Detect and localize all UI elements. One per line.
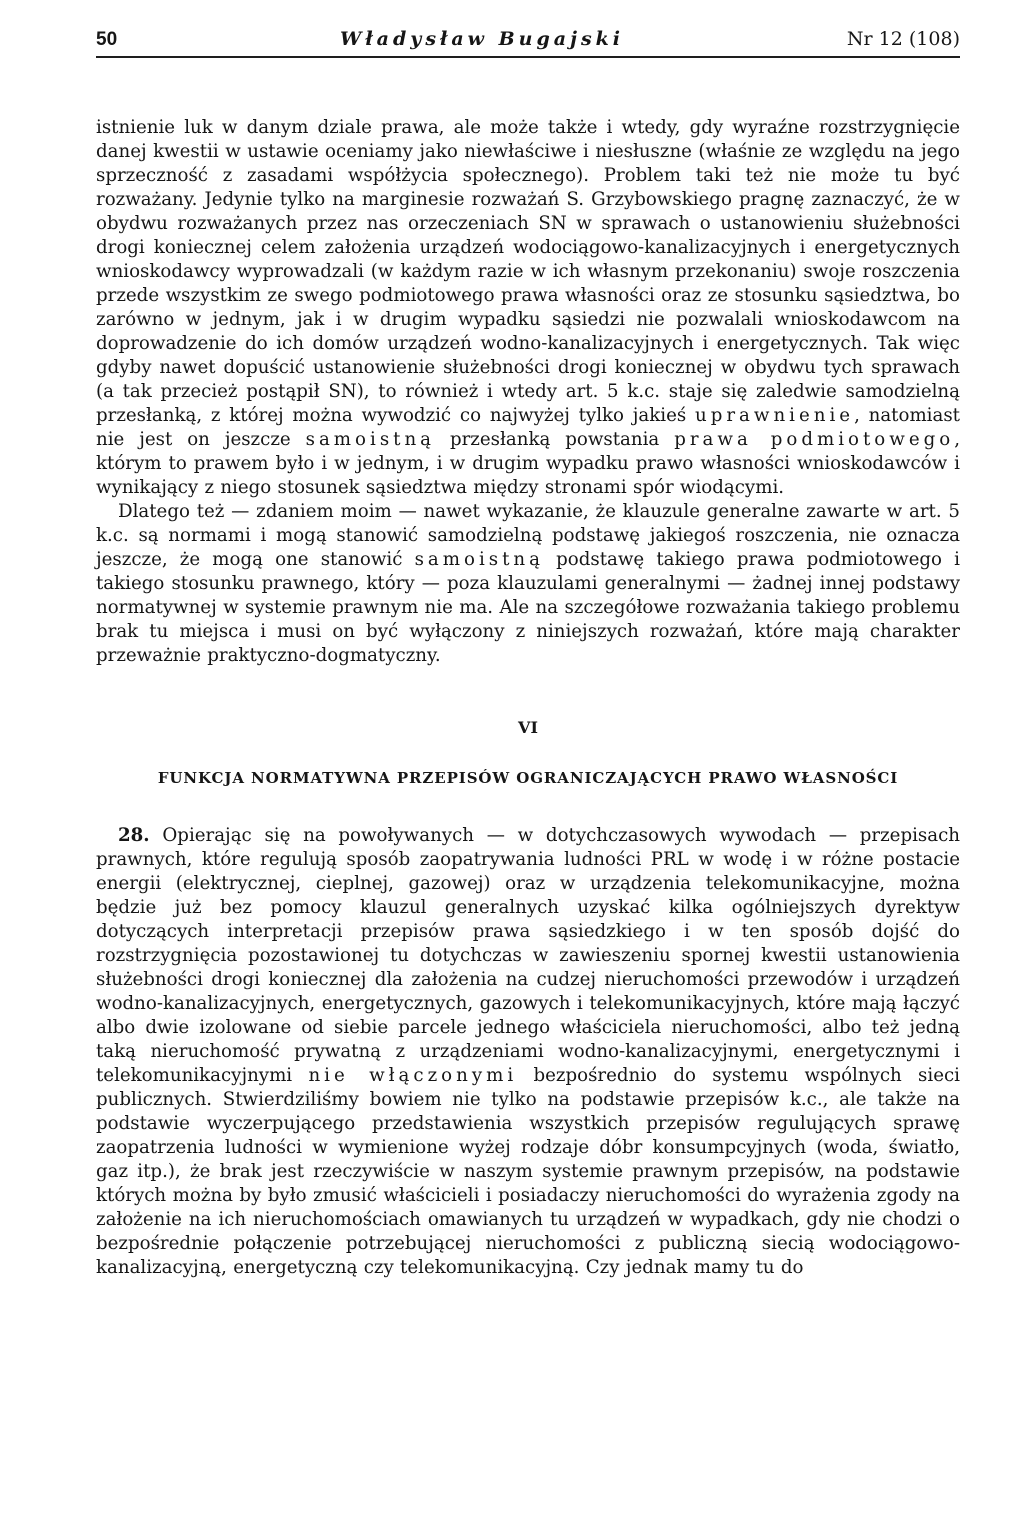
paragraph-text: przesłanką powstania — [449, 429, 660, 450]
document-page — [96, 24, 960, 1280]
paragraph-text: Opierając się na powoływanych — w dotychczasowych wywodach — przepisach prawnych, które regulują sposób zaopatrywania ludności PRL w wodę i w różne postacie energii (elektrycznej, cieplnej, gazowej) oraz w urządzenia telekomunikacyjne, można będzie już bez pomocy klauzul generalnych uzyskać kilka ogólniejszych dyrektyw dotyczących interpretacji przepisów prawa sąsiedzkiego i w ten sposób dojść do rozstrzygnięcia pozostawionej tu dotychczas w zawieszeniu spornej kwestii ustanowienia służebności drogi koniecznej dla założenia na cudzej nieruchomości przewodów i urządzeń wodno-kanalizacyjnych, energetycznych, gazowych i telekomunikacyjnych, które mają łączyć albo dwie izolowane od siebie parcele jednego właściciela nieruchomości, albo też jedną taką nieruchomość prywatną z urządzeniami wodno-kanalizacyjnymi, energetycznymi i telekomunikacyjnymi — [96, 825, 960, 1086]
body-paragraph — [96, 824, 960, 1280]
emphasis-text: prawa podmiotowego — [674, 429, 955, 450]
body-paragraph-continued — [96, 116, 960, 500]
paragraph-text: , natomiast nie jest on jeszcze — [96, 405, 960, 450]
issue-number: Nr 12 (108) — [846, 28, 960, 50]
emphasis-text: uprawnienie — [695, 405, 855, 426]
header-rule — [96, 56, 960, 58]
section-title: FUNKCJA NORMATYWNA PRZEPISÓW OGRANICZAJĄCYCH PRAWO WŁASNOŚCI — [157, 769, 899, 787]
emphasis-text: samoistną — [414, 549, 544, 570]
paragraph-text: istnienie luk w danym dziale prawa, ale może także i wtedy, gdy wyraźne rozstrzygnięcie danej kwestii w ustawie oceniamy jako niewłaściwe i niesłuszne (właśnie ze względu na jego sprzeczność z zasadami współżycia społecznego). Problem taki też nie może tu być rozważany. Jedynie tylko na marginesie rozważań S. Grzybowskiego pragnę zaznaczyć, że w obydwu rozważanych przez nas orzeczeniach SN w sprawach o ustanowieniu służebności drogi koniecznej celem założenia urządzeń wodociągowo-kanalizacyjnych i energetycznych wnioskodawcy wyprowadzali (w każdym razie w ich własnym przekonaniu) swoje roszczenia przede wszystkim ze swego podmiotowego prawa własności oraz ze stosunku sąsiedztwa, bo zarówno w jednym, jak i w drugim wypadku sąsiedzi nie pozwalali wnioskodawcom na doprowadzenie do ich domów urządzeń wodno-kanalizacyjnych i energetycznych. Tak więc gdyby nawet dopuścić ustanowienie służebności drogi koniecznej w obydwu tych sprawach (a tak przecież postąpił SN), to również i wtedy art. 5 k.c. staje się zaledwie samodzielną przesłanką, z której można wywodzić co najwyżej tylko jakieś — [96, 117, 960, 426]
paragraph-text: , którym to prawem było i w jednym, i w drugim wypadku prawo własności wnioskodawców i wynikający z niego stosunek sąsiedztwa między stronami spór wiodącymi. — [96, 429, 960, 498]
section-number: VI — [518, 718, 538, 737]
emphasis-text: samoistną — [305, 429, 436, 450]
running-title: Władysław Bugajski — [340, 28, 625, 50]
paragraph-text: Dlatego też — zdaniem moim — nawet wykazanie, że klauzule generalne zawarte w art. 5 k.c. są normami i mogą stanowić samodzielną podstawę jakiegoś roszczenia, nie oznacza jeszcze, że mogą one stanowić — [96, 501, 960, 570]
page-number: 50 — [96, 29, 118, 50]
paragraph-text: podstawę takiego prawa podmiotowego i takiego stosunku prawnego, który — poza klauzulami generalnymi — żadnej innej podstawy normatywnej w systemie prawnym nie ma. Ale na szczegółowe rozważania takiego problemu brak tu miejsca i musi on być wyłączony z niniejszych rozważań, które mają charakter przeważnie praktyczno-dogmatyczny. — [96, 549, 960, 666]
emphasis-text: nie włączonymi — [308, 1065, 518, 1086]
body-paragraph — [96, 500, 960, 668]
running-header — [96, 24, 960, 54]
paragraph-number: 28. — [118, 825, 150, 846]
paragraph-text: bezpośrednio do systemu wspólnych sieci publicznych. Stwierdziliśmy bowiem nie tylko na podstawie przepisów k.c., ale także na podstawie wyczerpującego przedstawienia wszystkich przepisów regulujących sprawę zaopatrzenia ludności w wymienione wyżej rodzaje dóbr konsumpcyjnych (woda, światło, gaz itp.), że brak jest rzeczywiście w naszym systemie prawnym przepisów, na podstawie których można by było zmusić właścicieli i posiadaczy nieruchomości do wyrażenia zgody na założenie na ich nieruchomościach omawianych tu urządzeń w wypadkach, gdy nie chodzi o bezpośrednie połączenie potrzebującej nieruchomości z publiczną siecią wodociągowo-kanalizacyjną, energetyczną czy telekomunikacyjną. Czy jednak mamy tu do — [96, 1065, 960, 1278]
